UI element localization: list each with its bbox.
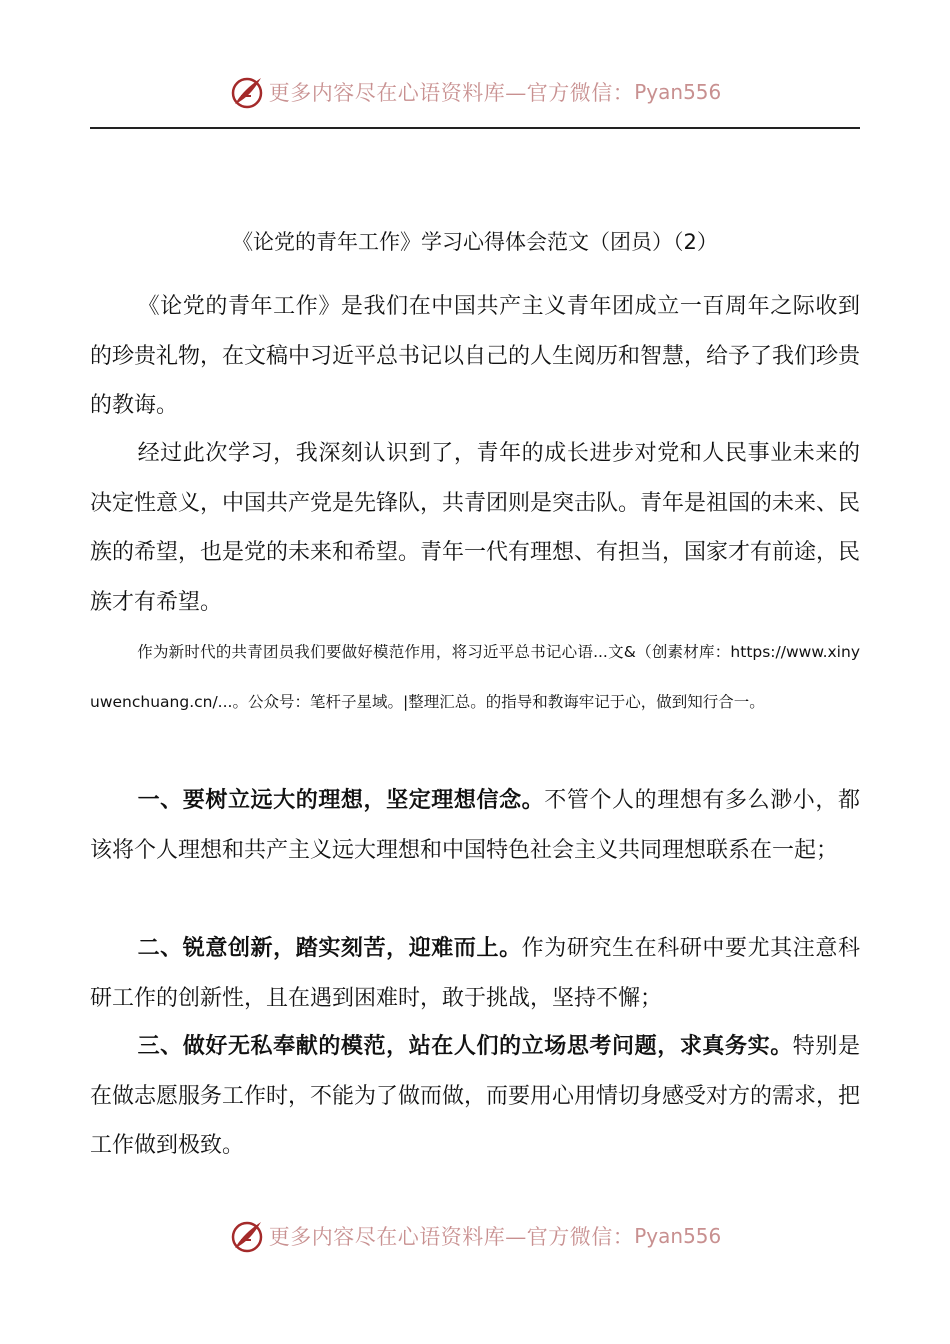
paragraph-5 bbox=[90, 924, 860, 1023]
paragraph-2 bbox=[90, 429, 860, 627]
point-2-text: 作为研究生在科研中要尤其注意科研工作的创新性，且在遇到困难时，敢于挑战，坚持不懈； bbox=[90, 936, 860, 1011]
paragraph-1 bbox=[90, 282, 860, 431]
banner-text: 更多内容尽在心语资料库—官方微信： bbox=[268, 81, 635, 105]
paragraph-1-text: 《论党的青年工作》是我们在中国共产主义青年团成立一百周年之际收到的珍贵礼物，在文稿中习近平总书记以自己的人生阅历和智慧，给予了我们珍贵的教诲。 bbox=[90, 294, 861, 418]
quill-logo-icon bbox=[229, 1218, 265, 1254]
footer-banner-text: 更多内容尽在心语资料库—官方微信： bbox=[268, 1225, 635, 1249]
header-banner bbox=[0, 72, 950, 112]
paragraph-6 bbox=[90, 1022, 860, 1171]
document-title: 《论党的青年工作》学习心得体会范文（团员）（2） bbox=[232, 230, 718, 254]
point-3-heading: 三、做好无私奉献的模范，站在人们的立场思考问题，求真务实。 bbox=[137, 1034, 793, 1059]
footer-wechat-id: Pyan556 bbox=[634, 1224, 722, 1248]
point-1-heading: 一、要树立远大的理想，坚定理想信念。 bbox=[137, 788, 545, 813]
point-3-text: 特别是在做志愿服务工作时，不能为了做而做，而要用心用情切身感受对方的需求，把工作做到极致。 bbox=[90, 1034, 861, 1158]
point-2-heading: 二、锐意创新，踏实刻苦，迎难而上。 bbox=[137, 936, 522, 961]
paragraph-3 bbox=[90, 628, 860, 727]
header-divider bbox=[90, 127, 860, 129]
banner-wechat-id: Pyan556 bbox=[634, 80, 722, 104]
paragraph-3-text: 作为新时代的共青团员我们要做好模范作用，将习近平总书记心语...文&（创素材库：https://www.xinyuwenchuang.cn/...。公众号：笔杆子星域。|整理汇总。的指导和教诲牢记于心，做到知行合一。 bbox=[90, 643, 860, 711]
paragraph-2-text: 经过此次学习，我深刻认识到了，青年的成长进步对党和人民事业未来的决定性意义，中国共产党是先锋队，共青团则是突击队。青年是祖国的未来、民族的希望，也是党的未来和希望。青年一代有理想、有担当，国家才有前途，民族才有希望。 bbox=[90, 441, 861, 615]
paragraph-4 bbox=[90, 776, 860, 875]
point-1-text: 不管个人的理想有多么渺小，都该将个人理想和共产主义远大理想和中国特色社会主义共同理想联系在一起； bbox=[90, 788, 860, 863]
footer-banner bbox=[0, 1216, 950, 1256]
quill-logo-icon bbox=[229, 74, 265, 110]
